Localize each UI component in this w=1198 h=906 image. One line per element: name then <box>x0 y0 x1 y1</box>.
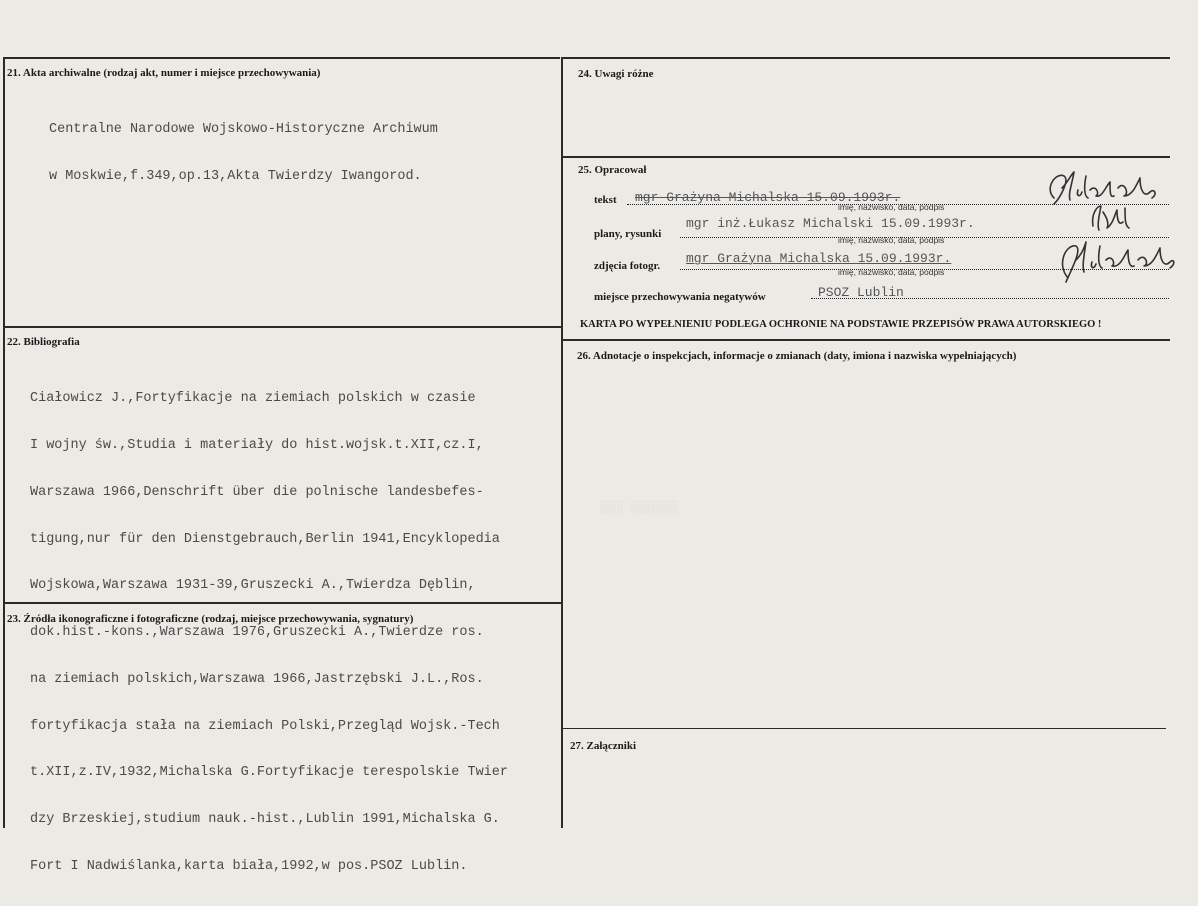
copyright-warning: KARTA PO WYPEŁNIENIU PODLEGA OCHRONIE NA PODSTAWIE PRZEPISÓW PRAWA AUTORSKIEGO ! <box>580 319 1102 330</box>
archive-line: w Moskwie,f.349,op.13,Akta Twierdzy Iwangorod. <box>49 168 422 184</box>
left-border <box>3 57 5 828</box>
bibliography-line: Warszawa 1966,Denschrift über die polnische landesbefes- <box>30 484 484 500</box>
section-25-heading <box>578 164 646 176</box>
bibliography-line: fortyfikacja stała na ziemiach Polski,Przegląd Wojsk.-Tech <box>30 718 500 734</box>
row-photos-caption: imię, nazwisko, data, podpis <box>838 267 945 277</box>
row-plans-value: mgr inż.Łukasz Michalski 15.09.1993r. <box>686 216 975 231</box>
section-21-text <box>49 91 438 216</box>
bibliography-text <box>30 360 508 906</box>
section-22-label: 22. Bibliografia <box>7 336 80 348</box>
section-23-heading <box>7 613 413 625</box>
bibliography-line: Fort I Nadwiślanka,karta biała,1992,w pos.PSOZ Lublin. <box>30 859 468 874</box>
row-negatives-value: PSOZ Lublin <box>818 285 904 300</box>
row-photos-value: mgr Grażyna Michalska 15.09.1993r. <box>686 251 952 266</box>
rule-21-22 <box>4 326 561 328</box>
section-27-label: 27. Załączniki <box>570 740 637 752</box>
section-26-sublabel: (daty, imiona i nazwiska wypełniających) <box>823 350 1017 362</box>
signature-icon <box>1050 234 1180 286</box>
section-26-heading <box>577 350 1016 362</box>
row-plans-caption: imię, nazwisko, data, podpis <box>838 235 945 245</box>
section-24-label: 24. Uwagi różne <box>578 68 654 80</box>
bleed-through-mark: ░░░ ░░░░░░ <box>600 500 679 515</box>
center-divider <box>561 57 563 828</box>
top-rule-right <box>562 57 1170 59</box>
row-text-label: tekst <box>594 194 617 206</box>
bibliography-line: I wojny św.,Studia i materiały do hist.wojsk.t.XII,cz.I, <box>30 437 484 453</box>
signature-icon <box>1085 200 1135 236</box>
top-rule-left <box>4 57 560 59</box>
section-23-sublabel: (rodzaj, miejsce przechowywania, sygnatury) <box>201 613 414 625</box>
bibliography-line: Ciałowicz J.,Fortyfikacje na ziemiach polskich w czasie <box>30 391 476 407</box>
bibliography-line: Wojskowa,Warszawa 1931-39,Gruszecki A.,Twierdza Dęblin, <box>30 578 476 594</box>
row-photos-label: zdjęcia fotogr. <box>594 260 661 272</box>
row-plans-label: plany, rysunki <box>594 228 662 240</box>
section-23-label: 23. Źródła ikonograficzne i fotograficzne <box>7 613 199 625</box>
row-text-caption: imię, nazwisko, data, podpis <box>838 202 945 212</box>
section-26-label: 26. Adnotacje o inspekcjach, informacje o zmianach <box>577 350 821 362</box>
section-21-label: 21. Akta archiwalne <box>7 67 101 79</box>
section-27-heading <box>570 740 636 752</box>
section-24-heading <box>578 68 653 80</box>
bibliography-line: dzy Brzeskiej,studium nauk.-hist.,Lublin 1991,Michalska G. <box>30 812 500 828</box>
row-negatives-label: miejsce przechowywania negatywów <box>594 291 766 303</box>
rule-25-26 <box>562 339 1170 341</box>
section-25-label: 25. Opracował <box>578 164 647 176</box>
rule-24-25 <box>562 156 1170 158</box>
section-21-sublabel: (rodzaj akt, numer i miejsce przechowywania) <box>103 67 321 79</box>
row-text-value: mgr Grażyna Michalska 15.09.1993r. <box>635 190 901 205</box>
section-21-heading <box>7 67 320 79</box>
archive-line: Centralne Narodowe Wojskowo-Historyczne Archiwum <box>49 122 438 138</box>
bibliography-line: t.XII,z.IV,1932,Michalska G.Fortyfikacje terespolskie Twier <box>30 765 508 781</box>
section-22-heading <box>7 336 80 348</box>
bibliography-line: dok.hist.-kons.,Warszawa 1976,Gruszecki A.,Twierdze ros. <box>30 625 484 641</box>
rule-26-27 <box>562 728 1166 729</box>
bibliography-line: tigung,nur für den Dienstgebrauch,Berlin 1941,Encyklopedia <box>30 531 500 547</box>
bibliography-line: na ziemiach polskich,Warszawa 1966,Jastrzębski J.L.,Ros. <box>30 671 484 687</box>
